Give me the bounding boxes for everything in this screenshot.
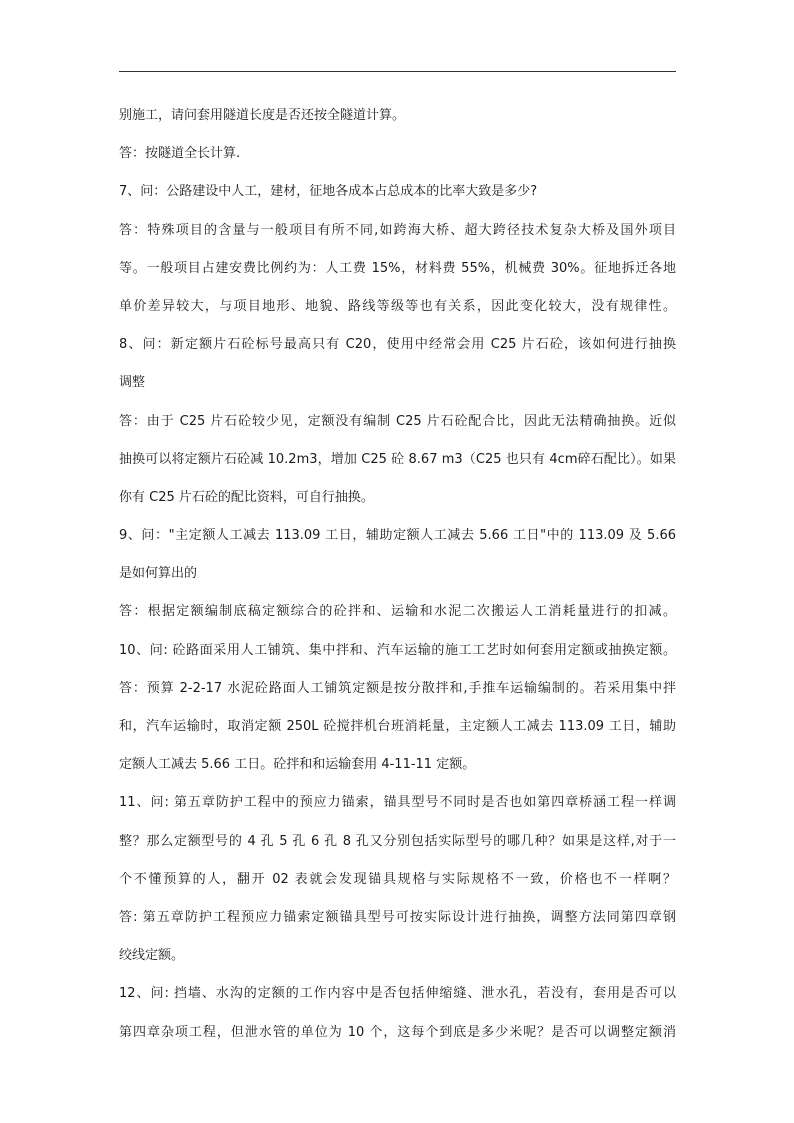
header-rule bbox=[119, 71, 676, 72]
text-line: 调整 bbox=[119, 375, 146, 391]
text-line: 7、问：公路建设中人工，建材，征地各成本占总成本的比率大致是多少? bbox=[119, 184, 538, 200]
text-line: 第四章杂项工程，但泄水管的单位为 10 个，这每个到底是多少米呢？是否可以调整定额消 bbox=[119, 1024, 676, 1040]
text-line: 绞线定额。 bbox=[119, 948, 185, 964]
text-line: 答：预算 2-2-17 水泥砼路面人工铺筑定额是按分散拌和,手推车运输编制的。若采用集中拌 bbox=[119, 680, 676, 696]
text-line: 答：特殊项目的含量与一般项目有所不同,如跨海大桥、超大跨径技术复杂大桥及国外项目 bbox=[119, 222, 676, 238]
text-line: 单价差异较大，与项目地形、地貌、路线等级等也有关系，因此变化较大，没有规律性。 bbox=[119, 298, 676, 314]
text-line: 和，汽车运输时，取消定额 250L 砼搅拌机台班消耗量，主定额人工减去 113.09 工日，辅助 bbox=[119, 719, 676, 734]
text-line: 等。一般项目占建安费比例约为：人工费 15%，材料费 55%，机械费 30%。征地拆迁各地 bbox=[119, 260, 676, 276]
text-line: 别施工，请问套用隧道长度是否还按全隧道计算。 bbox=[119, 108, 406, 123]
text-line: 答：按隧道全长计算. bbox=[119, 146, 241, 162]
text-line: 整？那么定额型号的 4 孔 5 孔 6 孔 8 孔又分别包括实际型号的哪几种？如果是这样,对于一 bbox=[119, 833, 676, 849]
text-line: 个不懂预算的人，翻开 02 表就会发现锚具规格与实际规格不一致，价格也不一样啊？ bbox=[119, 871, 676, 887]
text-line: 答: 第五章防护工程预应力锚索定额锚具型号可按实际设计进行抽换，调整方法同第四章钢 bbox=[119, 909, 676, 925]
text-line: 10、问: 砼路面采用人工铺筑、集中拌和、汽车运输的施工工艺时如何套用定额或抽换定额。 bbox=[119, 642, 676, 658]
text-line: 9、问："主定额人工减去 113.09 工日，辅助定额人工减去 5.66 工日"中的 113.09 及 5.66 bbox=[119, 528, 676, 544]
text-line: 是如何算出的 bbox=[119, 566, 198, 582]
text-line: 答：根据定额编制底稿定额综合的砼拌和、运输和水泥二次搬运人工消耗量进行的扣减。 bbox=[119, 604, 676, 620]
text-line: 11、问: 第五章防护工程中的预应力锚索，锚具型号不同时是否也如第四章桥涵工程一样调 bbox=[119, 795, 676, 811]
text-line: 答：由于 C25 片石砼较少见，定额没有编制 C25 片石砼配合比，因此无法精确抽换。近似 bbox=[119, 413, 676, 429]
text-line: 你有 C25 片石砼的配比资料，可自行抽换。 bbox=[119, 489, 374, 505]
text-line: 定额人工减去 5.66 工日。砼拌和和运输套用 4-11-11 定额。 bbox=[119, 757, 476, 773]
text-line: 12、问: 挡墙、水沟的定额的工作内容中是否包括伸缩缝、泄水孔，若没有，套用是否可以 bbox=[119, 986, 676, 1002]
document-body bbox=[119, 102, 676, 1057]
text-line: 抽换可以将定额片石砼减 10.2m3，增加 C25 砼 8.67 m3（C25 也只有 4cm碎石配比）。如果 bbox=[119, 451, 676, 467]
text-line: 8、问：新定额片石砼标号最高只有 C20，使用中经常会用 C25 片石砼，该如何进行抽换 bbox=[119, 337, 676, 353]
